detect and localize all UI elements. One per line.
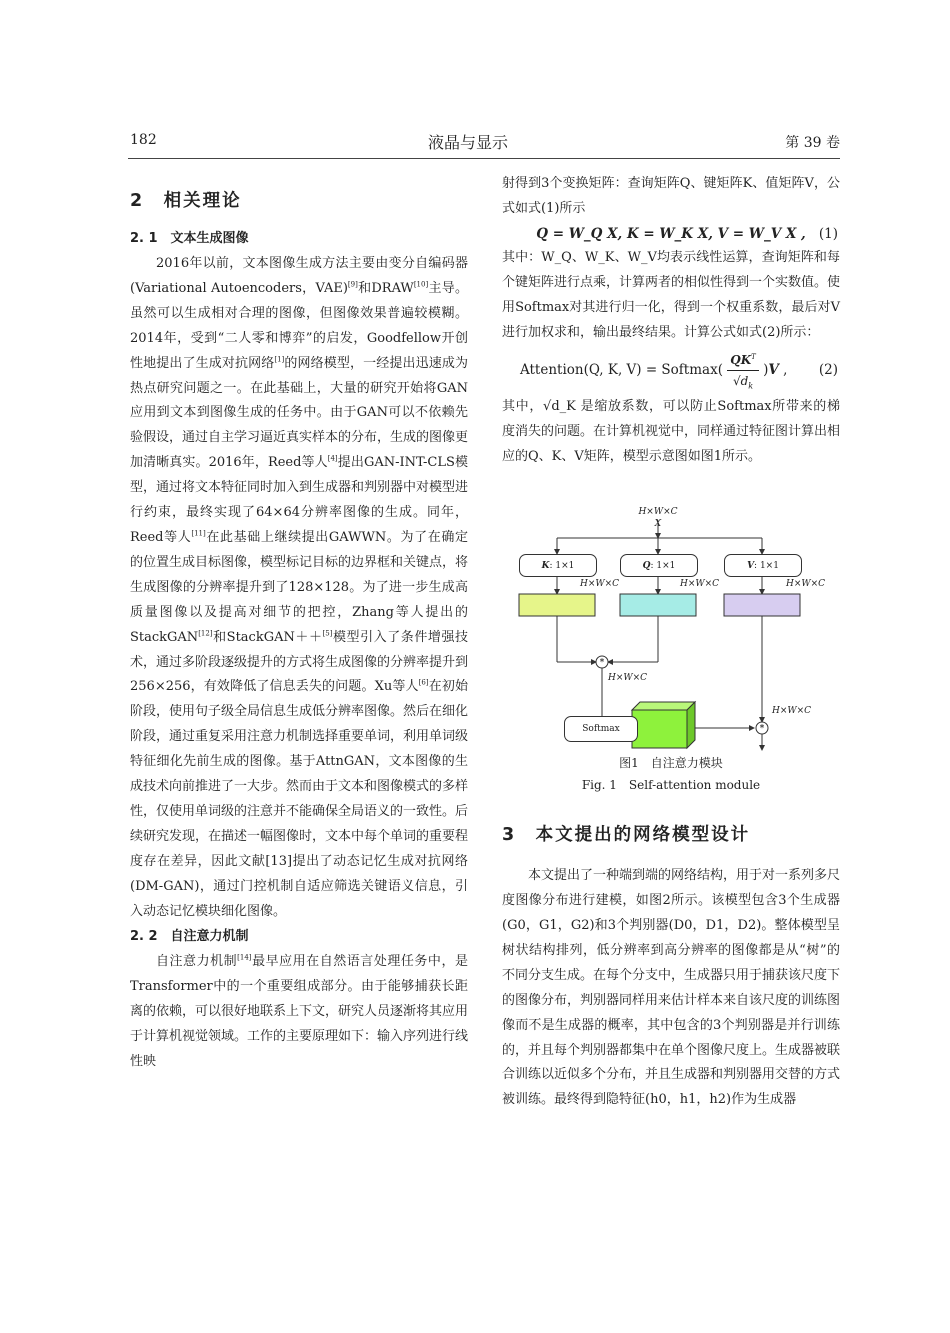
page-number: 182: [130, 132, 157, 148]
volume-label: 第 39 卷: [785, 135, 840, 151]
equation-1-number: (1): [818, 225, 838, 242]
paragraph-qkv: 射得到3个变换矩阵：查询矩阵Q、键矩阵K、值矩阵V，公式如式(1)所示: [502, 176, 840, 216]
figure-1-caption-en: Fig. 1 Self-attention module: [581, 778, 761, 793]
paragraph-network-model: 本文提出了一种端到端的网络结构，用于对一系列多尺度图像分布进行建模，如图2所示。该模型包含3个生成器(G0，G1，G2)和3个判别器(D0，D1，D2)。整体模型呈树状结构排列，低分辨率到高分辨率的图像都是从“树”的不同分支生成。在每个分支中，生成器只用于捕获该尺度下的图像分布，判别器同样用来估计样本来自该尺度的训练图像而不是生成器的概率，其中包含的3个判别器是并行训练的，并且每个判别器都集中在单个图像尺度上。生成器被联合训练以近似多个分布，并且生成器和判别器用交替的方式被训练。最终得到隐特征(h0，h1，h2)作为生成器: [502, 868, 841, 1108]
section-2-title: 2 相关理论: [130, 191, 242, 211]
self-attention-diagram: [502, 502, 840, 752]
feature-map-q: [620, 594, 696, 616]
conv-box-k: K: 1×1: [519, 554, 597, 577]
header-rule: [128, 158, 840, 159]
subsection-2-2-title: 2. 2 自注意力机制: [130, 929, 249, 945]
equation-1-body: Q = W_Q X, K = W_K X, V = W_V X ,: [536, 225, 806, 242]
softmax-box: Softmax: [564, 716, 638, 742]
paragraph-qkv-explanation: 其中：W_Q、W_K、W_V均表示线性运算，查询矩阵和每个键矩阵进行点乘，计算两者的相似性得到一个实数值。使用Softmax对其进行归一化，得到一个权重系数，最后对V进行加权求和，输出最终结果。计算公式如式(2)所示：: [502, 249, 841, 340]
feature-map-k: [519, 594, 595, 616]
right-column: [502, 172, 840, 1113]
equation-2-number: (2): [818, 362, 838, 379]
svg-text:*: *: [759, 724, 765, 735]
paragraph-scaling: 其中，√d_K 是缩放系数，可以防止Softmax所带来的梯度消失的问题。在计算机视觉中，同样通过特征图计算出相应的Q、K、V矩阵，模型示意图如图1所示。: [502, 399, 841, 465]
equation-2-lhs: Attention(Q, K, V) = Softmax(: [520, 362, 723, 379]
output-feature-map: [632, 710, 687, 748]
paragraph-self-attention: 自注意力机制[14]最早应用在自然语言处理任务中，是Transformer中的一个重要组成部分。由于能够捕获长距离的依赖，可以很好地联系上下文，研究人员逐渐将其应用于计算机视觉领域。工作的主要原理如下：输入序列进行线性映: [130, 954, 469, 1070]
figure-1-caption-cn: 图1 自注意力模块: [619, 756, 723, 771]
journal-title: 液晶与显示: [428, 133, 509, 152]
fig-dim-out: H×W×C: [772, 706, 812, 717]
equation-1: [502, 222, 840, 246]
feature-map-v: [724, 594, 800, 616]
fig-dim-k: H×W×C: [580, 579, 620, 590]
paragraph-text-to-image: 2016年以前，文本图像生成方法主要由变分自编码器(Variational Autoencoders，VAE)[9]和DRAW[10]主导。虽然可以生成相对合理的图像，但图像效果普遍较模糊。2014年，受到“二人零和博弈”的启发，Goodfellow开创性地提出了生成对抗网络[1]的网络模型，一经提出迅速成为热点研究问题之一。在此基础上，大量的研究开始将GAN应用到文本到图像生成的任务中。由于GAN可以不依赖先验假设，通过自主学习逼近真实样本的分布，生成的图像更加清晰真实。2016年，Reed等人[4]提出GAN-INT-CLS模型，通过将文本特征同时加入到生成器和判别器中对模型进行约束，最终实现了64×64分辨率图像的生成。同年，Reed等人[11]在此基础上继续提出GAWWN。为了在确定的位置生成目标图像，模型标记目标的边界框和关键点，将生成图像的分辨率提升到了128×128。为了进一步生成高质量图像以及提高对细节的把控，Zhang等人提出的StackGAN[12]和StackGAN＋＋[5]模型引入了条件增强技术，通过多阶段逐级提升的方式将生成图像的分辨率提升到256×256，有效降低了信息丢失的问题。Xu等人[6]在初始阶段，使用句子级全局信息生成低分辨率图像。然后在细化阶段，通过重复采用注意力机制选择重要单词，利用单词级特征细化先前生成的图像。基于AttnGAN，文本图像的生成技术向前推进了一大步。然而由于文本和图像模式的多样性，仅使用单词级的注意并不能确保全局语义的一致性。后续研究发现，在描述一幅图像时，文本中每个单词的重要程度存在差异，因此文献[13]提出了动态记忆生成对抗网络(DM-GAN)，通过门控机制自适应筛选关键语义信息，引入动态记忆模块细化图像。: [130, 256, 469, 919]
svg-text:*: *: [599, 658, 605, 669]
fig-dim-mid: H×W×C: [608, 673, 648, 684]
conv-box-v: V: 1×1: [724, 554, 802, 577]
fig-dim-q: H×W×C: [680, 579, 720, 590]
figure-1: [502, 502, 840, 752]
fig-input-dims: H×W×C: [638, 507, 678, 518]
left-column: [130, 186, 468, 1075]
fig-input-x: X: [654, 519, 662, 530]
section-3-title: 3 本文提出的网络模型设计: [502, 825, 751, 846]
equation-2-fraction: $QK^T$ $√d_k$: [727, 350, 759, 391]
equation-2-rhs: )V ,: [763, 362, 788, 379]
subsection-2-1-title: 2. 1 文本生成图像: [130, 231, 249, 246]
fig-dim-v: H×W×C: [786, 579, 826, 590]
equation-2: [520, 345, 840, 395]
conv-box-q: Q: 1×1: [620, 554, 698, 577]
